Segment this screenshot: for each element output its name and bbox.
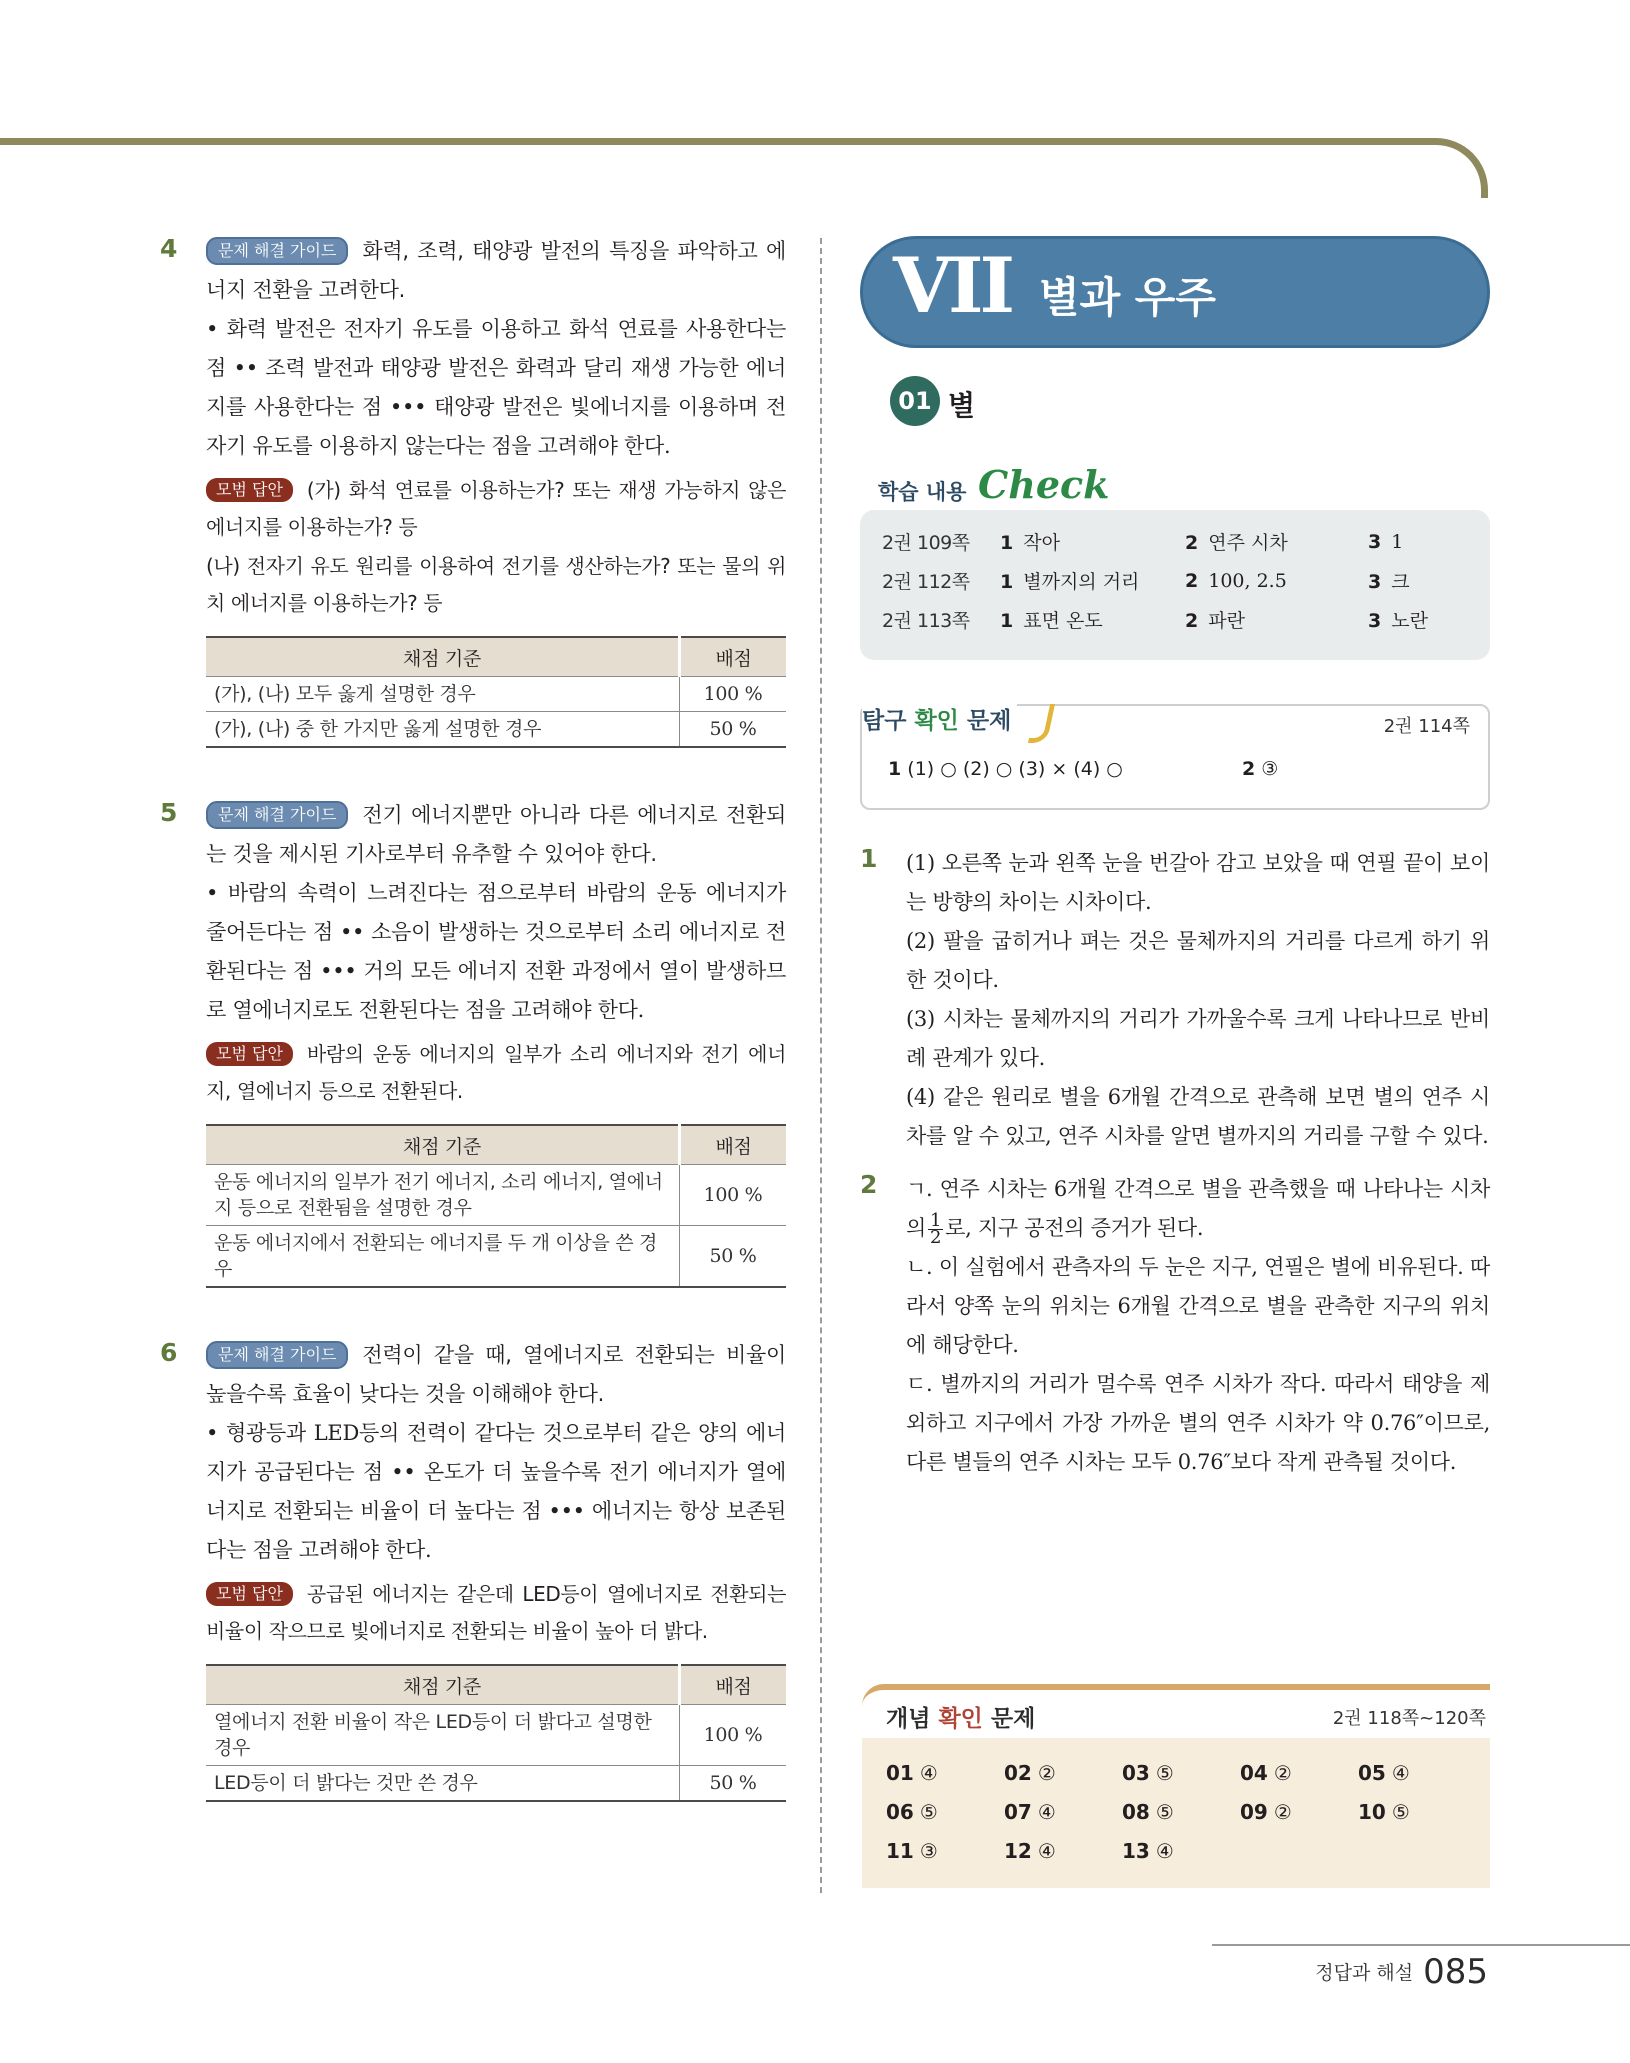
- table-cell: LED등이 더 밝다는 것만 쓴 경우: [206, 1766, 680, 1802]
- answer-number: 01: [886, 1761, 914, 1785]
- answer-number: 3: [1368, 610, 1382, 632]
- fraction: [928, 1210, 943, 1248]
- model-answer: [206, 1576, 786, 1650]
- section-number: 01: [890, 376, 940, 426]
- right-problem-1: [860, 844, 1490, 1156]
- concept-answer: [1358, 1754, 1476, 1793]
- problem-number: 1: [860, 844, 878, 873]
- inquiry-answer-2: [1242, 758, 1278, 780]
- table-cell: (가), (나) 중 한 가지만 옳게 설명한 경우: [206, 712, 680, 748]
- answer-number: 2: [1185, 532, 1199, 554]
- guide-paragraph: [206, 232, 786, 310]
- table-cell: 100 %: [680, 1165, 787, 1226]
- answer-value: ④: [1155, 1839, 1174, 1863]
- answer-number: 2: [1185, 569, 1199, 592]
- table-row: [206, 1226, 786, 1288]
- problem-number: 4: [160, 234, 178, 263]
- answer-value: 연주 시차: [1208, 532, 1288, 554]
- page-number: 085: [1423, 1952, 1488, 1992]
- concept-answer: [886, 1832, 1004, 1871]
- answer-value: (1) ○ (2) ○ (3) × (4) ○: [907, 758, 1123, 780]
- table-header-score: 배점: [680, 1665, 787, 1705]
- table-cell: 100 %: [680, 677, 787, 712]
- guide-paragraph: [206, 1336, 786, 1414]
- table-header-criteria: 채점 기준: [206, 1125, 680, 1165]
- inquiry-title-part: 탐구: [862, 708, 907, 734]
- concept-answer: [1122, 1793, 1240, 1832]
- check-row: [882, 522, 1468, 561]
- table-row: [206, 1165, 786, 1226]
- answer-value: ④: [1037, 1839, 1056, 1863]
- answer-value: ④: [919, 1761, 938, 1785]
- inquiry-box: [860, 704, 1490, 810]
- concept-title-part: 문제: [990, 1706, 1036, 1732]
- section-title: 별: [948, 389, 976, 422]
- problem-5: [160, 796, 786, 1288]
- answer-text: 바람의 운동 에너지의 일부가 소리 에너지와 전기 에너지, 열에너지 등으로 전환된다.: [206, 1042, 786, 1103]
- guide-text: 전기 에너지뿐만 아니라 다른 에너지로 전환되는 것을 제시된 기사로부터 유추할 수 있어야 한다.: [206, 803, 786, 866]
- answer-number: 04: [1240, 1761, 1268, 1785]
- scoring-table: [206, 1124, 786, 1288]
- answer-value: 별까지의 거리: [1023, 571, 1140, 593]
- model-answer: [206, 472, 786, 546]
- guide-badge: 문제 해결 가이드: [206, 1341, 348, 1369]
- answer-value: 1: [1391, 530, 1404, 553]
- explanation-line: [906, 1170, 1490, 1248]
- answer-text: (가) 화석 연료를 이용하는가? 또는 재생 가능하지 않은 에너지를 이용하는가? 등: [206, 478, 786, 539]
- table-cell: 50 %: [680, 1766, 787, 1802]
- problem-6: [160, 1336, 786, 1802]
- table-cell: 열에너지 전환 비율이 작은 LED등이 더 밝다고 설명한 경우: [206, 1705, 680, 1766]
- answer-value: ③: [919, 1839, 938, 1863]
- answer-number: 12: [1004, 1839, 1032, 1863]
- explanation-line: ㄴ. 이 실험에서 관측자의 두 눈은 지구, 연필은 별에 비유된다. 따라서 양쪽 눈의 위치는 6개월 간격으로 별을 관측한 지구의 위치에 해당한다.: [906, 1255, 1490, 1357]
- table-cell: 50 %: [680, 1226, 787, 1288]
- table-row: [206, 712, 786, 748]
- table-header-score: 배점: [680, 1125, 787, 1165]
- concept-page-ref: 2권 118쪽~120쪽: [1332, 1708, 1486, 1729]
- answer-number: 02: [1004, 1761, 1032, 1785]
- answer-badge: 모범 답안: [206, 1582, 293, 1606]
- right-column: [860, 236, 1490, 1482]
- check-row: [882, 561, 1468, 600]
- answer-value: 노란: [1391, 610, 1428, 632]
- table-row: [206, 1705, 786, 1766]
- fraction-denominator: 2: [930, 1227, 942, 1248]
- concept-answer-grid: [886, 1754, 1466, 1871]
- concept-answers: [862, 1738, 1490, 1888]
- answer-number: 10: [1358, 1800, 1386, 1824]
- answer-value: 크: [1391, 571, 1410, 593]
- answer-number: 08: [1122, 1800, 1150, 1824]
- table-header-criteria: 채점 기준: [206, 1665, 680, 1705]
- concept-answer: [886, 1793, 1004, 1832]
- answer-number: 13: [1122, 1839, 1150, 1863]
- answer-value: ⑤: [919, 1800, 938, 1824]
- table-cell: 운동 에너지의 일부가 전기 에너지, 소리 에너지, 열에너지 등으로 전환됨을 설명한 경우: [206, 1165, 680, 1226]
- concept-title-part: 확인: [938, 1706, 983, 1732]
- table-row: [206, 1766, 786, 1802]
- table-cell: 50 %: [680, 712, 787, 748]
- answer-value: ④: [1391, 1761, 1410, 1785]
- guide-paragraph: [206, 796, 786, 874]
- check-page-ref: 2권 113쪽: [882, 610, 970, 632]
- scoring-table: [206, 636, 786, 748]
- check-page-ref: 2권 109쪽: [882, 532, 970, 554]
- table-cell: 운동 에너지에서 전환되는 에너지를 두 개 이상을 쓴 경우: [206, 1226, 680, 1288]
- answer-value: ⑤: [1155, 1761, 1174, 1785]
- answer-number: 05: [1358, 1761, 1386, 1785]
- answer-number: 11: [886, 1839, 914, 1863]
- guide-badge: 문제 해결 가이드: [206, 237, 348, 265]
- check-word: Check: [978, 462, 1110, 507]
- guide-text: 화력, 조력, 태양광 발전의 특징을 파악하고 에너지 전환을 고려한다.: [206, 239, 786, 302]
- right-problem-2: [860, 1170, 1490, 1482]
- inquiry-answer-1: [888, 758, 1123, 780]
- answer-text: 공급된 에너지는 같은데 LED등이 열에너지로 전환되는 비율이 작으므로 빛에너지로 전환되는 비율이 높아 더 밝다.: [206, 1582, 786, 1643]
- table-cell: 100 %: [680, 1705, 787, 1766]
- answer-value: ⑤: [1155, 1800, 1174, 1824]
- answer-number: 1: [888, 758, 902, 780]
- explanation-line: (1) 오른쪽 눈과 왼쪽 눈을 번갈아 감고 보았을 때 연필 끝이 보이는 방향의 차이는 시차이다.: [906, 851, 1490, 914]
- guide-text: 전력이 같을 때, 열에너지로 전환되는 비율이 높을수록 효율이 낮다는 것을 이해해야 한다.: [206, 1343, 786, 1406]
- concept-answer: [1122, 1754, 1240, 1793]
- page-footer: [1315, 1952, 1488, 1992]
- answer-value: ⑤: [1391, 1800, 1410, 1824]
- concept-answer: [1122, 1832, 1240, 1871]
- answer-value: 표면 온도: [1023, 610, 1103, 632]
- explanation-line: ㄷ. 별까지의 거리가 멀수록 연주 시차가 작다. 따라서 태양을 제외하고 지구에서 가장 가까운 별의 연주 시차가 약 0.76″이므로, 다른 별들의 연주 시차는 모두 0.76″보다 작게 관측될 것이다.: [906, 1372, 1490, 1474]
- chapter-title: 별과 우주: [1039, 273, 1216, 322]
- explanation-line: (4) 같은 원리로 별을 6개월 간격으로 관측해 보면 별의 연주 시차를 알 수 있고, 연주 시차를 알면 별까지의 거리를 구할 수 있다.: [906, 1085, 1490, 1148]
- answer-value: 100, 2.5: [1208, 569, 1287, 592]
- answer-number: 2: [1185, 610, 1199, 632]
- chapter-banner: [860, 236, 1490, 348]
- answer-number: 06: [886, 1800, 914, 1824]
- footer-label: 정답과 해설: [1315, 1962, 1414, 1984]
- explanation-body: • 바람의 속력이 느려진다는 점으로부터 바람의 운동 에너지가 줄어든다는 점 •• 소음이 발생하는 것으로부터 소리 에너지로 전환된다는 점 ••• 거의 모든 에너지 전환 과정에서 열이 발생하므로 열에너지로도 전환된다는 점을 고려해야 한다.: [206, 881, 786, 1022]
- concept-answer: [1004, 1754, 1122, 1793]
- model-answer: [206, 1036, 786, 1110]
- problem-number: 5: [160, 798, 178, 827]
- explanation-line: (3) 시차는 물체까지의 거리가 가까울수록 크게 나타나므로 반비례 관계가 있다.: [906, 1007, 1490, 1070]
- inquiry-slash-icon: [1028, 704, 1055, 743]
- footer-rule: [1212, 1944, 1630, 1946]
- answer-number: 03: [1122, 1761, 1150, 1785]
- check-label: 학습 내용: [878, 480, 967, 504]
- problem-number: 2: [860, 1170, 878, 1199]
- check-row: [882, 600, 1468, 639]
- concept-answer: [1004, 1793, 1122, 1832]
- inquiry-page-ref: 2권 114쪽: [1383, 716, 1470, 737]
- answer-value: 작아: [1023, 532, 1060, 554]
- answer-value: ②: [1037, 1761, 1056, 1785]
- check-box: [860, 510, 1490, 660]
- table-header-score: 배점: [680, 637, 787, 677]
- guide-badge: 문제 해결 가이드: [206, 801, 348, 829]
- problem-4: [160, 232, 786, 748]
- column-divider: [820, 238, 822, 1893]
- inquiry-title: [862, 702, 1017, 735]
- answer-value: 파란: [1208, 610, 1245, 632]
- concept-answer: [886, 1754, 1004, 1793]
- top-decorative-band: [0, 138, 1488, 198]
- answer-badge: 모범 답안: [206, 478, 293, 502]
- answer-number: 1: [1000, 571, 1014, 593]
- section-heading: [860, 376, 1490, 436]
- table-cell: (가), (나) 모두 옳게 설명한 경우: [206, 677, 680, 712]
- answer-value: ②: [1273, 1800, 1292, 1824]
- answer-badge: 모범 답안: [206, 1042, 293, 1066]
- text-segment: ㄱ. 연주 시차는 6개월 간격으로 별을 관측했을 때 나타나는 시차의: [906, 1177, 1490, 1240]
- answer-number: 09: [1240, 1800, 1268, 1824]
- answer-text-2: (나) 전자기 유도 원리를 이용하여 전기를 생산하는가? 또는 물의 위치 에너지를 이용하는가? 등: [206, 554, 786, 615]
- concept-title: [886, 1700, 1035, 1733]
- concept-answer: [1240, 1793, 1358, 1832]
- explanation-body: • 형광등과 LED등의 전력이 같다는 것으로부터 같은 양의 에너지가 공급된다는 점 •• 온도가 더 높을수록 전기 에너지가 열에너지로 전환되는 비율이 더 높다는 점 ••• 에너지는 항상 보존된다는 점을 고려해야 한다.: [206, 1421, 786, 1562]
- left-column: [160, 232, 786, 1802]
- concept-answer: [1358, 1793, 1476, 1832]
- answer-value: ④: [1037, 1800, 1056, 1824]
- check-page-ref: 2권 112쪽: [882, 571, 970, 593]
- answer-number: 2: [1242, 758, 1256, 780]
- concept-answer: [1240, 1754, 1358, 1793]
- check-heading: [860, 464, 1490, 508]
- answer-number: 1: [1000, 610, 1014, 632]
- answer-number: 3: [1368, 571, 1382, 593]
- answer-number: 07: [1004, 1800, 1032, 1824]
- text-segment: 로, 지구 공전의 증거가 된다.: [945, 1216, 1204, 1240]
- concept-title-part: 개념: [886, 1706, 931, 1732]
- chapter-number: VII: [893, 241, 1012, 330]
- concept-check: [862, 1684, 1490, 1888]
- answer-value: ②: [1273, 1761, 1292, 1785]
- scoring-table: [206, 1664, 786, 1802]
- table-row: [206, 677, 786, 712]
- answer-number: 3: [1368, 530, 1382, 553]
- answer-number: 1: [1000, 532, 1014, 554]
- explanation-body: • 화력 발전은 전자기 유도를 이용하고 화석 연료를 사용한다는 점 •• 조력 발전과 태양광 발전은 화력과 달리 재생 가능한 에너지를 사용한다는 점 ••• 태양광 발전은 빛에너지를 이용하며 전자기 유도를 이용하지 않는다는 점을 고려해야 한다.: [206, 317, 786, 458]
- concept-heading: [862, 1684, 1490, 1738]
- fraction-numerator: 1: [930, 1210, 942, 1231]
- inquiry-title-part: 문제: [966, 708, 1012, 734]
- concept-answer: [1004, 1832, 1122, 1871]
- table-header-criteria: 채점 기준: [206, 637, 680, 677]
- answer-value: ③: [1261, 758, 1279, 780]
- problem-number: 6: [160, 1338, 178, 1367]
- inquiry-title-part: 확인: [914, 708, 959, 734]
- explanation-line: (2) 팔을 굽히거나 펴는 것은 물체까지의 거리를 다르게 하기 위한 것이다.: [906, 929, 1490, 992]
